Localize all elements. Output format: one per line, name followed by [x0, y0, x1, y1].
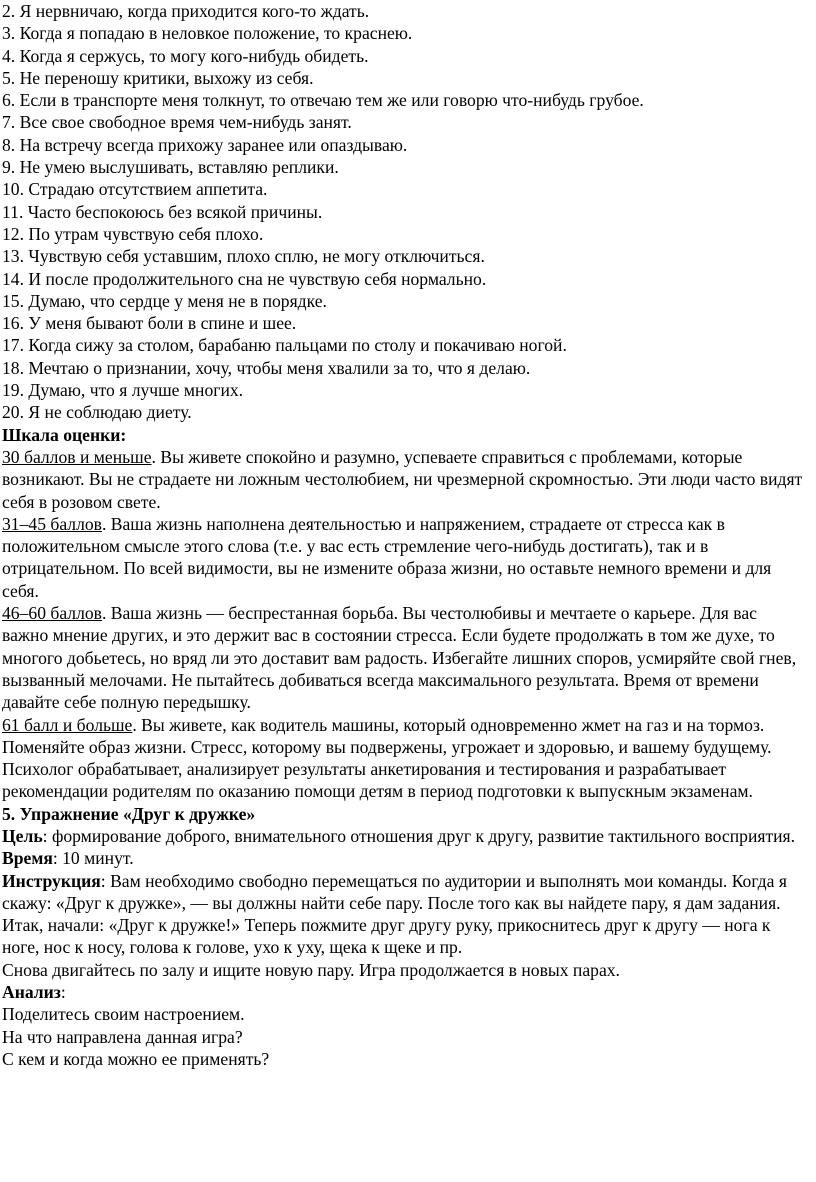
goal-text: : формирование доброго, внимательного отношения друг к другу, развитие тактильного восприятия.: [42, 825, 796, 846]
scale-range-2-label: 31–45 баллов: [2, 513, 102, 534]
list-item: 14. И после продолжительного сна не чувствую себя нормально.: [2, 268, 487, 289]
instruction-text: : Вам необходимо свободно перемещаться по аудитории и выполнять мои команды. Когда я скажу: «Друг к дружке», — вы должны найти себе пару. После того как вы найдете пару, я дам задания.: [2, 870, 787, 913]
exercise-start: Итак, начали: «Друг к дружке!» Теперь пожмите друг другу руку, прикоснитесь друг к другу — нога к ноге, нос к носу, голова к голове, ухо к уху, щека к щеке и пр.: [2, 915, 771, 958]
scale-range-1-text: . Вы живете спокойно и разумно, успеваете справиться с проблемами, которые возникают. Вы не страдаете ни ложным честолюбием, ни чрезмерной скромностью. Эти люди часто видят себя в розовом свете.: [2, 446, 803, 512]
exercise-goal: [2, 825, 806, 847]
time-label: Время: [2, 848, 53, 869]
scale-range-4-label: 61 балл и больше: [2, 714, 133, 735]
list-item: 15. Думаю, что сердце у меня не в порядке.: [2, 290, 327, 311]
list-item: 4. Когда я сержусь, то могу кого-нибудь обидеть.: [2, 45, 369, 66]
time-text: : 10 минут.: [52, 848, 134, 869]
analysis-heading: [2, 981, 806, 1003]
instruction-label: Инструкция: [2, 870, 101, 891]
scale-range-1-label: 30 баллов и меньше: [2, 446, 152, 467]
analysis-question: Поделитесь своим настроением.: [2, 1004, 245, 1025]
list-item: 17. Когда сижу за столом, барабаню пальцами по столу и покачиваю ногой.: [2, 335, 567, 356]
list-item: 3. Когда я попадаю в неловкое положение, то краснею.: [2, 23, 413, 44]
scale-range-4: [2, 714, 806, 759]
list-item: 6. Если в транспорте меня толкнут, то отвечаю тем же или говорю что-нибудь грубое.: [2, 90, 644, 111]
list-item: 13. Чувствую себя уставшим, плохо сплю, не могу отключиться.: [2, 246, 485, 267]
exercise-instruction: [2, 870, 806, 915]
scale-range-3-text: . Ваша жизнь — беспрестанная борьба. Вы честолюбивы и мечтаете о карьере. Для вас важно мнение других, и это держит вас в состоянии стресса. Если будете продолжать в том же духе, то многого добьетесь, но вряд ли это доставит вам радость. Избегайте лишних споров, усмиряйте свой гнев, вызванный мелочами. Не пытайтесь добиваться всегда максимального результата. Время от времени давайте себе полную передышку.: [2, 603, 797, 713]
scale-range-4-text: . Вы живете, как водитель машины, который одновременно жмет на газ и на тормоз. Поменяйте образ жизни. Стресс, которому вы подвержены, угрожает и здоровью, и вашему будущему.: [2, 714, 772, 757]
list-item: 10. Страдаю отсутствием аппетита.: [2, 179, 268, 200]
scale-heading: Шкала оценки:: [2, 424, 127, 445]
list-item: 5. Не переношу критики, выхожу из себя.: [2, 67, 314, 88]
list-item: 11. Часто беспокоюсь без всякой причины.: [2, 201, 323, 222]
scale-range-2-text: . Ваша жизнь наполнена деятельностью и напряжением, страдаете от стресса как в положительном смысле этого слова (т.е. у вас есть стремление чего-нибудь достигать), так и в отрицательном. По всей видимости, вы не измените образа жизни, но оставьте немного времени и для себя.: [2, 513, 772, 601]
list-item: 16. У меня бывают боли в спине и шее.: [2, 313, 297, 334]
questionnaire-list: [2, 0, 806, 424]
analysis-label: Анализ: [2, 982, 61, 1003]
analysis-question: На что направлена данная игра?: [2, 1026, 243, 1047]
list-item: 9. Не умею выслушивать, вставляю реплики.: [2, 157, 339, 178]
goal-label: Цель: [2, 825, 43, 846]
exercise-heading: 5. Упражнение «Друг к дружке»: [2, 803, 256, 824]
analysis-colon: :: [60, 982, 66, 1003]
list-item: 18. Мечтаю о признании, хочу, чтобы меня хвалили за то, что я делаю.: [2, 357, 531, 378]
list-item: 20. Я не соблюдаю диету.: [2, 402, 192, 423]
list-item: 2. Я нервничаю, когда приходится кого-то ждать.: [2, 1, 370, 21]
list-item: 7. Все свое свободное время чем-нибудь занят.: [2, 112, 352, 133]
scale-range-1: [2, 446, 806, 513]
scale-range-3-label: 46–60 баллов: [2, 603, 102, 624]
exercise-time: [2, 847, 806, 869]
psychologist-paragraph: Психолог обрабатывает, анализирует результаты анкетирования и тестирования и разрабатывает рекомендации родителям по оказанию помощи детям в период подготовки к выпускным экзаменам.: [2, 759, 753, 802]
scale-range-3: [2, 602, 806, 713]
list-item: 19. Думаю, что я лучше многих.: [2, 380, 244, 401]
list-item: 8. На встречу всегда прихожу заранее или опаздываю.: [2, 134, 408, 155]
exercise-again: Снова двигайтесь по залу и ищите новую пару. Игра продолжается в новых парах.: [2, 959, 620, 980]
scale-range-2: [2, 513, 806, 602]
list-item: 12. По утрам чувствую себя плохо.: [2, 223, 264, 244]
analysis-question: С кем и когда можно ее применять?: [2, 1048, 270, 1069]
